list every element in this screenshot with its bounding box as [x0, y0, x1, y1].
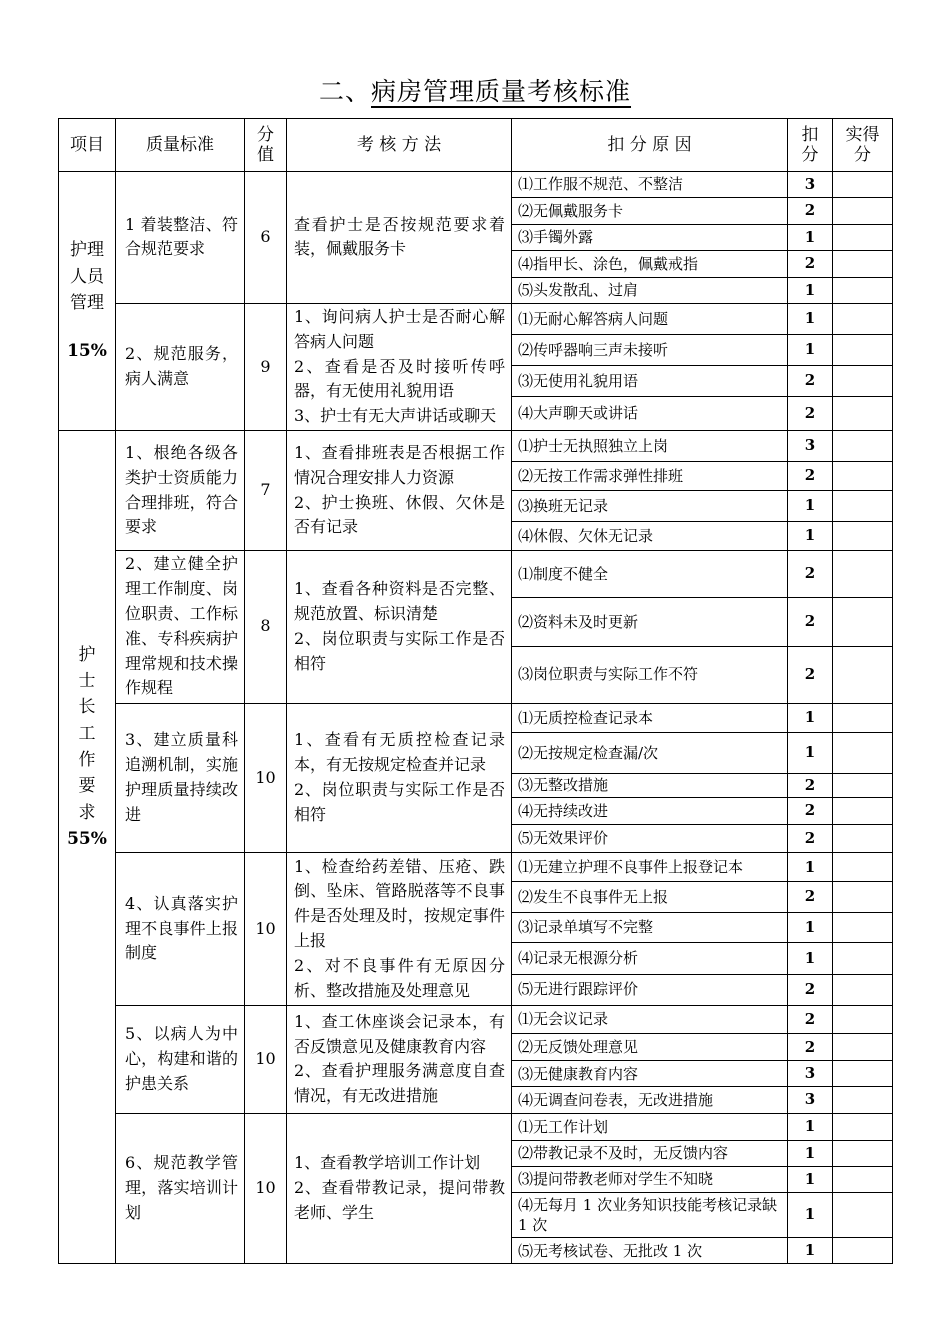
deduction-reason: ⑷无调查问卷表，无改进措施	[512, 1086, 788, 1113]
header-method: 考 核 方 法	[287, 119, 512, 172]
method-line: 2、查看带教记录，提问带教老师、学生	[294, 1178, 505, 1223]
deduction-reason: ⑷休假、欠休无记录	[512, 521, 788, 550]
method-line: 2、岗位职责与实际工作是否相符	[294, 628, 505, 673]
quality-standard: 2、建立健全护理工作制度、岗位职责、工作标准、专科疾病护理常规和技术操作规程	[116, 551, 245, 704]
score-value: 10	[245, 1114, 287, 1264]
category-label: 管理	[70, 292, 104, 313]
method-line: 2、岗位职责与实际工作是否相符	[294, 779, 505, 824]
category-label: 护理	[70, 240, 104, 261]
actual-score-cell[interactable]	[833, 798, 893, 824]
assessment-method	[287, 551, 512, 704]
actual-score-cell[interactable]	[833, 396, 893, 430]
header-actual	[833, 119, 893, 172]
category-percent: 55%	[67, 829, 107, 850]
deduction-reason: ⑵无反馈处理意见	[512, 1034, 788, 1061]
score-value: 10	[245, 853, 287, 1005]
header-row	[59, 119, 893, 172]
deduction-reason: ⑵无佩戴服务卡	[512, 198, 788, 224]
actual-score-cell[interactable]	[833, 1061, 893, 1086]
score-value: 10	[245, 703, 287, 853]
deduction-points: 2	[788, 597, 833, 646]
method-line: 3、护士有无大声讲话或聊天	[294, 406, 497, 426]
assessment-method	[287, 1005, 512, 1114]
actual-score-cell[interactable]	[833, 824, 893, 852]
actual-score-cell[interactable]	[833, 1192, 893, 1238]
header-standard: 质量标准	[116, 119, 245, 172]
category-label: 作	[78, 750, 96, 771]
category-label: 护	[78, 644, 96, 665]
category-label: 要	[78, 776, 96, 797]
actual-score-cell[interactable]	[833, 733, 893, 774]
deduction-points: 1	[788, 521, 833, 550]
deduction-points: 1	[788, 1140, 833, 1166]
deduction-reason: ⑴无会议记录	[512, 1005, 788, 1033]
deduction-reason: ⑵无按工作需求弹性排班	[512, 461, 788, 490]
deduction-points: 1	[788, 1238, 833, 1264]
deduction-reason: ⑶无健康教育内容	[512, 1061, 788, 1086]
deduction-points: 3	[788, 1061, 833, 1086]
actual-score-cell[interactable]	[833, 551, 893, 598]
actual-score-cell[interactable]	[833, 974, 893, 1005]
deduction-points: 2	[788, 366, 833, 397]
deduction-reason: ⑴无质控检查记录本	[512, 703, 788, 732]
page-title	[0, 72, 950, 108]
method-line: 2、查看护理服务满意度自查情况，有无改进措施	[294, 1061, 505, 1106]
header-reason: 扣 分 原 因	[512, 119, 788, 172]
header-actual-line: 实得	[845, 124, 880, 145]
deduction-reason: ⑶提问带教老师对学生不知晓	[512, 1167, 788, 1192]
category-label: 长	[78, 697, 96, 718]
assessment-method	[287, 304, 512, 431]
header-item: 项目	[59, 119, 116, 172]
deduction-points: 2	[788, 798, 833, 824]
header-score-line: 分	[257, 124, 274, 145]
deduction-reason: ⑴无耐心解答病人问题	[512, 304, 788, 335]
actual-score-cell[interactable]	[833, 304, 893, 335]
table-row	[59, 304, 893, 335]
deduction-points: 1	[788, 1167, 833, 1192]
method-line: 1、查工休座谈会记录本，有否反馈意见及健康教育内容	[294, 1011, 505, 1056]
quality-standard: 6、规范教学管理，落实培训计划	[116, 1114, 245, 1264]
deduction-points: 3	[788, 171, 833, 197]
quality-standard: 1 着装整洁、符合规范要求	[116, 171, 245, 303]
quality-standard: 1、根绝各级各类护士资质能力合理排班，符合要求	[116, 431, 245, 551]
table-row	[59, 551, 893, 598]
assessment-method	[287, 171, 512, 303]
score-value: 8	[245, 551, 287, 704]
deduction-reason: ⑶岗位职责与实际工作不符	[512, 646, 788, 703]
category-label: 求	[78, 802, 96, 823]
deduction-reason: ⑷无每月 1 次业务知识技能考核记录缺 1 次	[512, 1192, 788, 1238]
deduction-points: 3	[788, 1086, 833, 1113]
deduction-reason: ⑴工作服不规范、不整洁	[512, 171, 788, 197]
actual-score-cell[interactable]	[833, 646, 893, 703]
score-value: 9	[245, 304, 287, 431]
actual-score-cell[interactable]	[833, 1238, 893, 1264]
deduction-reason: ⑵资料未及时更新	[512, 597, 788, 646]
deduction-points: 1	[788, 224, 833, 250]
actual-score-cell[interactable]	[833, 431, 893, 462]
deduction-points: 1	[788, 912, 833, 942]
deduction-points: 2	[788, 251, 833, 277]
deduction-points: 2	[788, 974, 833, 1005]
actual-score-cell[interactable]	[833, 1167, 893, 1192]
deduction-reason: ⑴制度不健全	[512, 551, 788, 598]
table-row	[59, 171, 893, 197]
actual-score-cell[interactable]	[833, 853, 893, 882]
deduction-reason: ⑶无整改措施	[512, 773, 788, 798]
quality-standard: 3、建立质量科追溯机制，实施护理质量持续改进	[116, 703, 245, 853]
actual-score-cell[interactable]	[833, 521, 893, 550]
deduction-reason: ⑴无工作计划	[512, 1114, 788, 1140]
deduction-points: 2	[788, 882, 833, 913]
quality-standard: 5、以病人为中心，构建和谐的护患关系	[116, 1005, 245, 1114]
deduction-points: 2	[788, 646, 833, 703]
actual-score-cell[interactable]	[833, 882, 893, 913]
method-line: 2、查看是否及时接听传呼器，有无使用礼貌用语	[294, 356, 505, 401]
deduction-points: 1	[788, 1192, 833, 1238]
deduction-reason: ⑸无进行跟踪评价	[512, 974, 788, 1005]
method-line: 查看护士是否按规范要求着装，佩戴服务卡	[294, 214, 505, 259]
deduction-reason: ⑸无考核试卷、无批改 1 次	[512, 1238, 788, 1264]
method-line: 1、查看有无质控检查记录本，有无按规定检查并记录	[294, 730, 505, 775]
method-line: 1、询问病人护士是否耐心解答病人问题	[294, 307, 505, 351]
deduction-reason: ⑶手镯外露	[512, 224, 788, 250]
deduction-reason: ⑵传呼器响三声未接听	[512, 335, 788, 366]
header-deduct	[788, 119, 833, 172]
actual-score-cell[interactable]	[833, 1114, 893, 1140]
deduction-points: 1	[788, 491, 833, 522]
deduction-points: 2	[788, 1005, 833, 1033]
assessment-method	[287, 703, 512, 853]
category-label: 人员	[70, 266, 104, 287]
deduction-reason: ⑷指甲长、涂色，佩戴戒指	[512, 251, 788, 277]
deduction-reason: ⑴无建立护理不良事件上报登记本	[512, 853, 788, 882]
score-value: 6	[245, 171, 287, 303]
actual-score-cell[interactable]	[833, 703, 893, 732]
assessment-method	[287, 431, 512, 551]
table-row	[59, 431, 893, 462]
category-label: 士	[78, 671, 96, 692]
deduction-reason: ⑵发生不良事件无上报	[512, 882, 788, 913]
header-deduct-line: 扣	[801, 124, 819, 145]
actual-score-cell[interactable]	[833, 366, 893, 397]
deduction-points: 2	[788, 824, 833, 852]
deduction-reason: ⑷记录无根源分析	[512, 942, 788, 974]
deduction-reason: ⑸头发散乱、过肩	[512, 277, 788, 303]
actual-score-cell[interactable]	[833, 1140, 893, 1166]
method-line: 1、检查给药差错、压疮、跌倒、坠床、管路脱落等不良事件是否处理及时，按规定事件上报	[294, 856, 505, 950]
deduction-reason: ⑵无按规定检查漏/次	[512, 733, 788, 774]
actual-score-cell[interactable]	[833, 224, 893, 250]
category-cell	[59, 171, 116, 430]
deduction-points: 1	[788, 733, 833, 774]
actual-score-cell[interactable]	[833, 942, 893, 974]
quality-standard: 4、认真落实护理不良事件上报制度	[116, 853, 245, 1005]
deduction-reason: ⑸无效果评价	[512, 824, 788, 852]
deduction-points: 2	[788, 396, 833, 430]
actual-score-cell[interactable]	[833, 461, 893, 490]
method-line: 2、护士换班、休假、欠休是否有记录	[294, 492, 505, 537]
deduction-points: 2	[788, 198, 833, 224]
actual-score-cell[interactable]	[833, 1034, 893, 1061]
actual-score-cell[interactable]	[833, 491, 893, 522]
method-line: 1、查看各种资料是否完整、规范放置、标识清楚	[294, 579, 505, 624]
actual-score-cell[interactable]	[833, 912, 893, 942]
deduction-points: 3	[788, 431, 833, 462]
method-line: 1、查看教学培训工作计划	[294, 1153, 481, 1173]
category-label: 工	[78, 723, 96, 744]
deduction-points: 2	[788, 773, 833, 798]
actual-score-cell[interactable]	[833, 277, 893, 303]
title-prefix: 二、	[318, 77, 371, 106]
score-value: 10	[245, 1005, 287, 1114]
actual-score-cell[interactable]	[833, 1086, 893, 1113]
header-score	[245, 119, 287, 172]
actual-score-cell[interactable]	[833, 773, 893, 798]
deduction-reason: ⑶记录单填写不完整	[512, 912, 788, 942]
category-cell	[59, 431, 116, 1264]
assessment-method	[287, 853, 512, 1005]
header-score-line: 值	[257, 144, 274, 165]
actual-score-cell[interactable]	[833, 198, 893, 224]
deduction-points: 2	[788, 551, 833, 598]
deduction-points: 1	[788, 277, 833, 303]
actual-score-cell[interactable]	[833, 1005, 893, 1033]
deduction-points: 1	[788, 304, 833, 335]
deduction-points: 2	[788, 1034, 833, 1061]
assessment-table	[58, 118, 893, 1264]
deduction-points: 1	[788, 942, 833, 974]
method-line: 1、查看排班表是否根据工作情况合理安排人力资源	[294, 443, 505, 487]
quality-standard: 2、规范服务，病人满意	[116, 304, 245, 431]
header-deduct-line: 分	[801, 144, 819, 165]
score-value: 7	[245, 431, 287, 551]
deduction-reason: ⑷大声聊天或讲话	[512, 396, 788, 430]
deduction-reason: ⑷无持续改进	[512, 798, 788, 824]
deduction-reason: ⑶换班无记录	[512, 491, 788, 522]
deduction-reason: ⑶无使用礼貌用语	[512, 366, 788, 397]
deduction-reason: ⑴护士无执照独立上岗	[512, 431, 788, 462]
table-row	[59, 853, 893, 882]
deduction-points: 1	[788, 703, 833, 732]
category-percent: 15%	[67, 341, 107, 362]
table-row	[59, 1114, 893, 1140]
title-main: 病房管理质量考核标准	[371, 77, 632, 106]
header-actual-line: 分	[854, 144, 871, 165]
actual-score-cell[interactable]	[833, 335, 893, 366]
actual-score-cell[interactable]	[833, 597, 893, 646]
assessment-method	[287, 1114, 512, 1264]
actual-score-cell[interactable]	[833, 171, 893, 197]
actual-score-cell[interactable]	[833, 251, 893, 277]
deduction-points: 2	[788, 461, 833, 490]
deduction-points: 1	[788, 1114, 833, 1140]
deduction-points: 1	[788, 853, 833, 882]
deduction-points: 1	[788, 335, 833, 366]
table-row	[59, 1005, 893, 1033]
method-line: 2、对不良事件有无原因分析、整改措施及处理意见	[294, 955, 505, 1000]
deduction-reason: ⑵带教记录不及时，无反馈内容	[512, 1140, 788, 1166]
table-row	[59, 703, 893, 732]
